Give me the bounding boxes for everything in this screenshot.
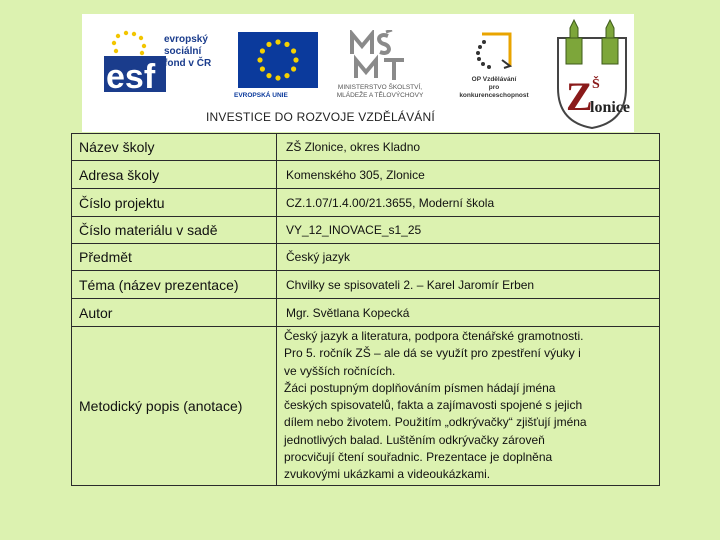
table-row xyxy=(72,161,660,189)
row-value: Chvilky se spisovateli 2. – Karel Jaromír Erben xyxy=(277,271,660,299)
eu-caption: EVROPSKÁ UNIE xyxy=(234,92,288,99)
esf-line-2: sociální xyxy=(164,46,202,57)
slogan-text: INVESTICE DO ROZVOJE VZDĚLÁVÁNÍ xyxy=(206,110,435,124)
school-crest-icon xyxy=(552,18,632,130)
row-label: Číslo projektu xyxy=(72,189,277,217)
annotation-line: českých spisovatelů, fakta a zajímavosti spojené s jejich xyxy=(284,398,583,413)
row-label: Autor xyxy=(72,299,277,327)
row-value: ZŠ Zlonice, okres Kladno xyxy=(277,134,660,161)
svg-text:Š: Š xyxy=(592,77,600,92)
msmt-caption-1: MINISTERSTVO ŠKOLSTVÍ, xyxy=(337,84,423,91)
svg-text:Z: Z xyxy=(566,74,593,119)
table-row xyxy=(72,244,660,271)
annotation-line: zvukovými ukázkami a videoukázkami. xyxy=(284,467,491,482)
row-label: Číslo materiálu v sadě xyxy=(72,217,277,244)
op-caption-2: pro konkurenceschopnost xyxy=(459,84,529,99)
msmt-caption-2: MLÁDEŽE A TĚLOVÝCHOVY xyxy=(336,92,424,99)
esf-mark-icon xyxy=(104,28,168,94)
svg-text:esf: esf xyxy=(106,58,156,94)
annotation-line: Český jazyk a literatura, podpora čtenářské gramotnosti. xyxy=(284,329,584,343)
op-caption-1: OP Vzdělávání xyxy=(471,76,517,83)
annotation-line: ve vyšších ročnících. xyxy=(284,363,396,378)
eu-flag-icon xyxy=(238,32,318,88)
esf-line-1: evropský xyxy=(164,34,208,45)
msmt-logo xyxy=(320,28,440,108)
op-logo xyxy=(454,26,534,108)
annotation-line: Pro 5. ročník ZŠ – ale dá se využít pro zpestření výuky i xyxy=(284,346,581,361)
row-label: Adresa školy xyxy=(72,161,277,189)
row-value: VY_12_INOVACE_s1_25 xyxy=(277,217,660,244)
msmt-monogram-icon xyxy=(348,30,408,82)
op-mark-icon xyxy=(470,28,516,74)
info-table xyxy=(71,133,660,486)
annotation-line: Žáci postupným doplňováním písmen hádají jména xyxy=(284,380,556,395)
row-value: Mgr. Světlana Kopecká xyxy=(277,299,660,327)
table-row xyxy=(72,189,660,217)
annotation-line: dílem nebo životem. Použitím „odkrývačky“ zjišťují jména xyxy=(284,415,587,430)
annotation-line: jednotlivých balad. Luštěním odkrývačky zároveň xyxy=(284,432,545,447)
annotation-line: procvičují čtení souřadnic. Prezentace je doplněna xyxy=(284,450,553,465)
table-row xyxy=(72,217,660,244)
row-value: CZ.1.07/1.4.00/21.3655, Moderní škola xyxy=(277,189,660,217)
row-value: Český jazyk xyxy=(277,244,660,271)
row-value: Komenského 305, Zlonice xyxy=(277,161,660,189)
school-logo xyxy=(552,18,632,130)
annotation-text xyxy=(277,327,660,486)
row-label: Název školy xyxy=(72,134,277,161)
table-row xyxy=(72,271,660,299)
svg-text:lonice: lonice xyxy=(590,99,630,116)
table-row xyxy=(72,327,660,486)
esf-line-3: fond v ČR xyxy=(164,58,212,69)
row-label: Předmět xyxy=(72,244,277,271)
table-row xyxy=(72,299,660,327)
eu-logo xyxy=(234,26,322,106)
esf-logo xyxy=(104,28,224,98)
logo-banner xyxy=(82,14,634,132)
row-label: Metodický popis (anotace) xyxy=(72,327,277,486)
table-row xyxy=(72,134,660,161)
row-label: Téma (název prezentace) xyxy=(72,271,277,299)
